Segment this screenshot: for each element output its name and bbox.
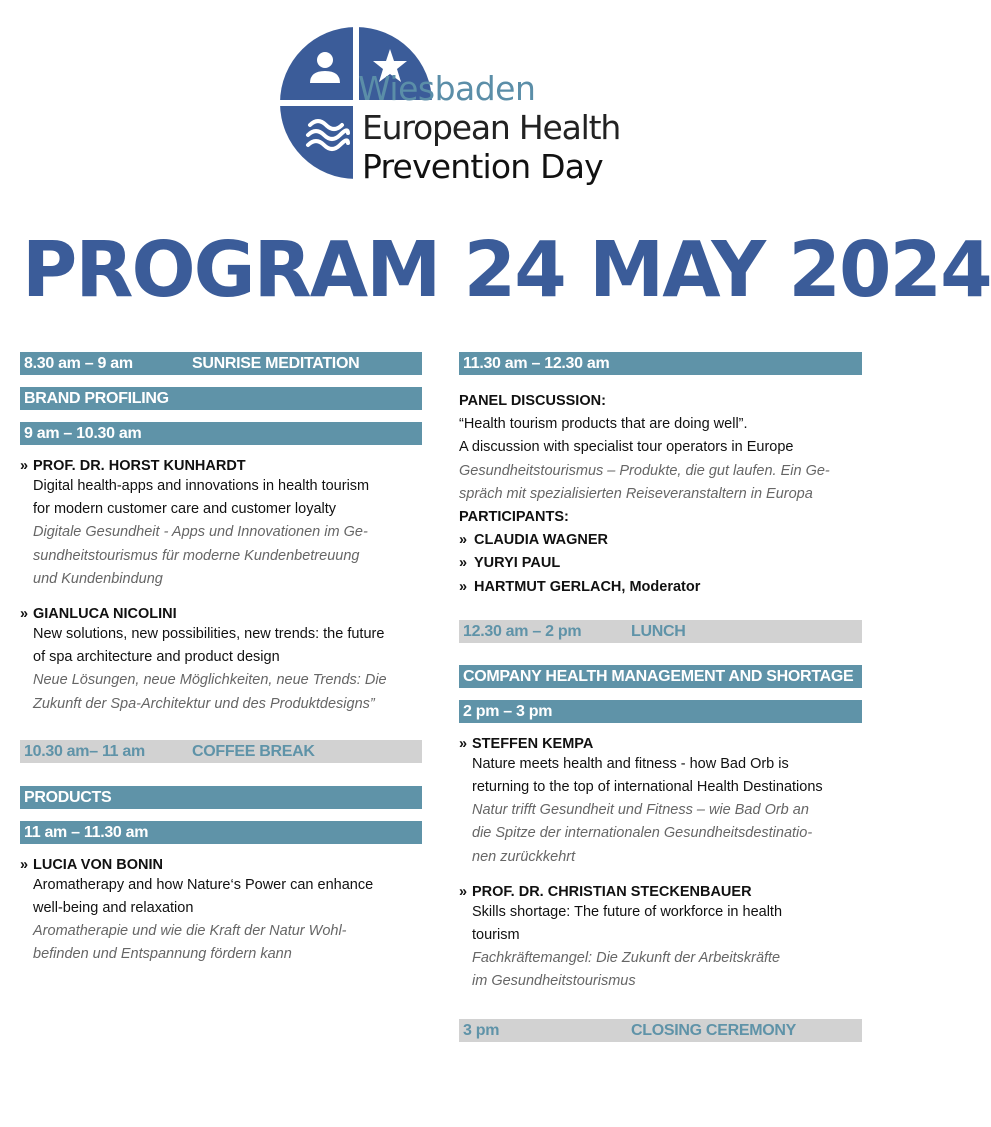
talk-description: Digital health-apps and innovations in health tourism for modern customer care and customer loyalty Digitale Gesundheit - Apps und Innovationen im Ge- sundheitstourismus für moderne Kundenbetreuung und Kundenbindung xyxy=(33,478,370,587)
event-logo xyxy=(280,27,621,187)
panel-discussion: PANEL DISCUSSION: “Health tourism products that are doing well”. A discussion with specialist tour operators in Europe Gesundheitstourismus – Produkte, die gut laufen. Ein Ge- spräch mit spezialisierten Reiseveranstaltern in Europa PARTICIPANTS: » CLAUDIA WAGNER » YURYI PAUL » HARTMUT GERLACH, Moderator xyxy=(459,390,862,599)
break-bar xyxy=(459,620,862,643)
talk-description: Skills shortage: The future of workforce in health tourism Fachkräftemangel: Die Zukunft der Arbeitskräfte im Gesundheitstourismus xyxy=(472,903,783,990)
bar-time: 10.30 am– 11 am xyxy=(24,742,145,760)
time-bar: 2 pm – 3 pm xyxy=(459,700,862,723)
talk-description: Nature meets health and fitness - how Bad Orb is returning to the top of international Health Destinations Natur trifft Gesundheit und Fitness – wie Bad Orb an die Spitze der internationalen Gesundheitsdestinatio- nen zurückkehrt xyxy=(472,755,823,865)
bar-label: COFFEE BREAK xyxy=(192,742,315,760)
logo-event-line2: Prevention Day xyxy=(362,147,603,186)
time-bar: 11 am – 11.30 am xyxy=(20,821,422,844)
bullet-icon: » xyxy=(20,458,29,474)
talk-description: Aromatherapy and how Nature‘s Power can enhance well-being and relaxation Aromatherapie und wie die Kraft der Natur Wohl- befinden und Entspannung fördern kann xyxy=(33,876,374,963)
participant: » CLAUDIA WAGNER xyxy=(459,529,862,552)
bullet-icon: » xyxy=(459,555,468,572)
time-bar: 11.30 am – 12.30 am xyxy=(459,352,862,375)
section-bar: COMPANY HEALTH MANAGEMENT AND SHORTAGE xyxy=(459,665,862,688)
participant: » YURYI PAUL xyxy=(459,552,862,575)
bar-time: 3 pm xyxy=(463,1021,500,1039)
bullet-icon: » xyxy=(459,883,468,900)
closing-bar xyxy=(459,1019,862,1042)
break-bar xyxy=(20,740,422,763)
left-column xyxy=(20,352,422,967)
schedule-bar xyxy=(20,352,422,375)
participant: » HARTMUT GERLACH, Moderator xyxy=(459,576,862,599)
bar-label: CLOSING CEREMONY xyxy=(631,1021,796,1039)
speaker-name: » PROF. DR. HORST KUNHARDT xyxy=(20,458,246,474)
logo-event-line1: European Health xyxy=(362,108,621,147)
bullet-icon: » xyxy=(20,856,29,873)
bullet-icon: » xyxy=(20,606,29,623)
panel-heading: PANEL DISCUSSION: xyxy=(459,393,606,409)
bar-time: 8.30 am – 9 am xyxy=(24,355,133,372)
participants-list xyxy=(459,529,862,599)
speaker-name: » STEFFEN KEMPA xyxy=(459,735,594,752)
logo-city: Wiesbaden xyxy=(358,69,536,108)
section-bar: PRODUCTS xyxy=(20,786,422,809)
participants-heading: PARTICIPANTS: xyxy=(459,509,569,526)
bar-time: 12.30 am – 2 pm xyxy=(463,622,582,640)
bullet-icon: » xyxy=(459,578,468,595)
speaker-name: » LUCIA VON BONIN xyxy=(20,856,163,873)
page-title: PROGRAM 24 MAY 2024 xyxy=(22,226,991,315)
bar-label: SUNRISE MEDITATION xyxy=(192,355,360,372)
right-column xyxy=(459,352,862,1042)
speaker-name: » PROF. DR. CHRISTIAN STECKENBAUER xyxy=(459,883,752,900)
bar-label: LUNCH xyxy=(631,622,686,640)
talk-description: New solutions, new possibilities, new trends: the future of spa architecture and product design Neue Lösungen, neue Möglichkeiten, neue Trends: Die Zukunft der Spa-Architektur und des Produktdesigns” xyxy=(33,626,387,712)
speaker-name: » GIANLUCA NICOLINI xyxy=(20,606,177,623)
section-bar: BRAND PROFILING xyxy=(20,387,422,410)
bullet-icon: » xyxy=(459,532,468,549)
bullet-icon: » xyxy=(459,735,468,752)
time-bar: 9 am – 10.30 am xyxy=(20,422,422,445)
